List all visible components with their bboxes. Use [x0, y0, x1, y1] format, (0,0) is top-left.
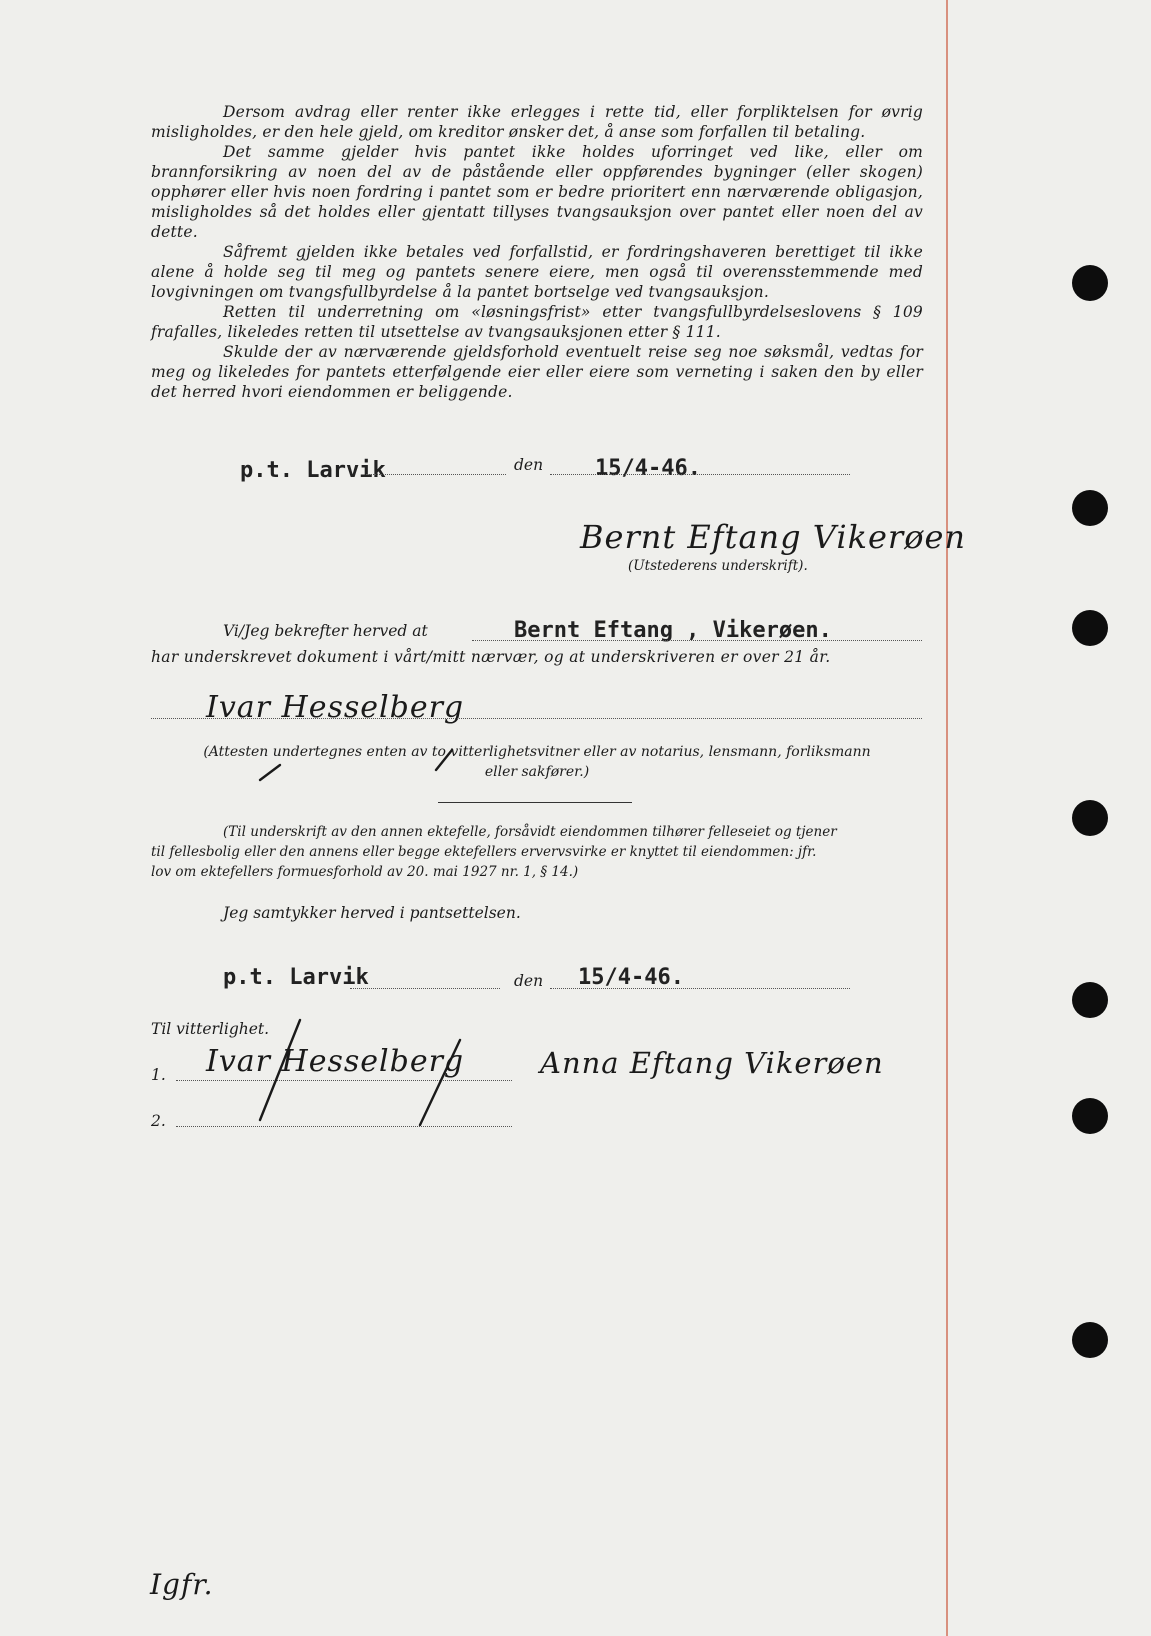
punch-hole	[1072, 265, 1108, 301]
date-line-2	[550, 988, 850, 989]
punch-hole	[1072, 1098, 1108, 1134]
witness-signature-1: Ivar Hesselberg	[206, 1044, 465, 1079]
witness-signature-attest: Ivar Hesselberg	[206, 690, 465, 725]
spouse-note-line1: (Til underskrift av den annen ektefelle, forsåvidt eiendommen tilhører felleseiet og tjener	[223, 824, 837, 840]
margin-note: Igfr.	[150, 1568, 214, 1601]
place-typed: p.t. Larvik	[240, 458, 386, 483]
attestation-note-line2: eller sakfører.)	[484, 764, 590, 780]
confirmation-prefix: Vi/Jeg bekrefter herved at	[223, 622, 428, 640]
place-typed-2: p.t. Larvik	[223, 965, 369, 990]
margin-rule	[946, 0, 948, 1636]
spouse-signature: Anna Eftang Vikerøen	[540, 1046, 884, 1080]
issuer-caption: (Utstederens underskrift).	[628, 558, 808, 574]
attestation-note-line1: (Attesten undertegnes enten av to vitterlighetsvitner eller av notarius, lensmann, forliksmann	[203, 744, 871, 760]
punch-hole	[1072, 610, 1108, 646]
punch-hole	[1072, 982, 1108, 1018]
paragraph-enforcement: Såfremt gjelden ikke betales ved forfallstid, er fordringshaveren berettiget til ikke alene å holde seg til meg og pantets senere eiere, men også til overensstemmende med lovgivningen om tvangsfullbyrdelse å la pantet bortselge ved tvangsauksjon.	[151, 243, 923, 301]
confirmation-line	[472, 640, 922, 641]
date-line	[550, 474, 850, 475]
attestation-line	[151, 718, 922, 719]
date-typed: 15/4-46.	[595, 456, 701, 481]
den-label-2: den	[514, 972, 544, 990]
paragraph-collateral: Det samme gjelder hvis pantet ikke holdes uforringet ved like, eller om brannforsikring av noen del av de påstående eller oppførendes bygninger (eller skogen) opphører eller hvis noen fordring i pantet som er bedre prioritert enn nærværende obligasjon, misligholdes så det holdes eller gjentatt tillyses tvangsauksjon over pantet eller noen del av dette.	[151, 143, 923, 241]
punch-hole	[1072, 800, 1108, 836]
witness-number-2: 2.	[151, 1112, 166, 1130]
witness-number-1: 1.	[151, 1066, 166, 1084]
date-typed-2: 15/4-46.	[578, 965, 684, 990]
spouse-note-line2: til fellesbolig eller den annens eller begge ektefellers ervervsvirke er knyttet til eiendommen: jfr.	[151, 844, 817, 860]
separator-line	[438, 802, 632, 803]
pen-stroke-flourish	[240, 740, 460, 1160]
issuer-signature: Bernt Eftang Vikerøen	[580, 518, 967, 556]
spouse-note-line3: lov om ektefellers formuesforhold av 20. mai 1927 nr. 1, § 14.)	[151, 864, 579, 880]
conditions-text	[151, 102, 923, 402]
witness-heading: Til vitterlighet.	[151, 1020, 270, 1038]
den-label: den	[514, 456, 544, 474]
place-line	[366, 474, 506, 475]
confirmed-name-typed: Bernt Eftang , Vikerøen.	[514, 618, 832, 643]
paragraph-venue: Skulde der av nærværende gjeldsforhold eventuelt reise seg noe søksmål, vedtas for meg og likeledes for pantets etterfølgende eier eller eiere som verneting i saken den by eller det herred hvori eiendommen er beliggende.	[151, 343, 923, 401]
consent-text: Jeg samtykker herved i pantsettelsen.	[223, 904, 521, 922]
paragraph-notice: Retten til underretning om «løsningsfrist» etter tvangsfullbyrdelseslovens § 109 frafalles, likeledes retten til utsettelse av tvangsauksjonen etter § 111.	[151, 303, 923, 341]
paragraph-default: Dersom avdrag eller renter ikke erlegges i rette tid, eller forpliktelsen for øvrig misligholdes, er den hele gjeld, om kreditor ønsker det, å anse som forfallen til betaling.	[151, 103, 923, 141]
confirmation-line2: har underskrevet dokument i vårt/mitt nærvær, og at underskriveren er over 21 år.	[151, 648, 831, 666]
punch-hole	[1072, 490, 1108, 526]
punch-hole	[1072, 1322, 1108, 1358]
